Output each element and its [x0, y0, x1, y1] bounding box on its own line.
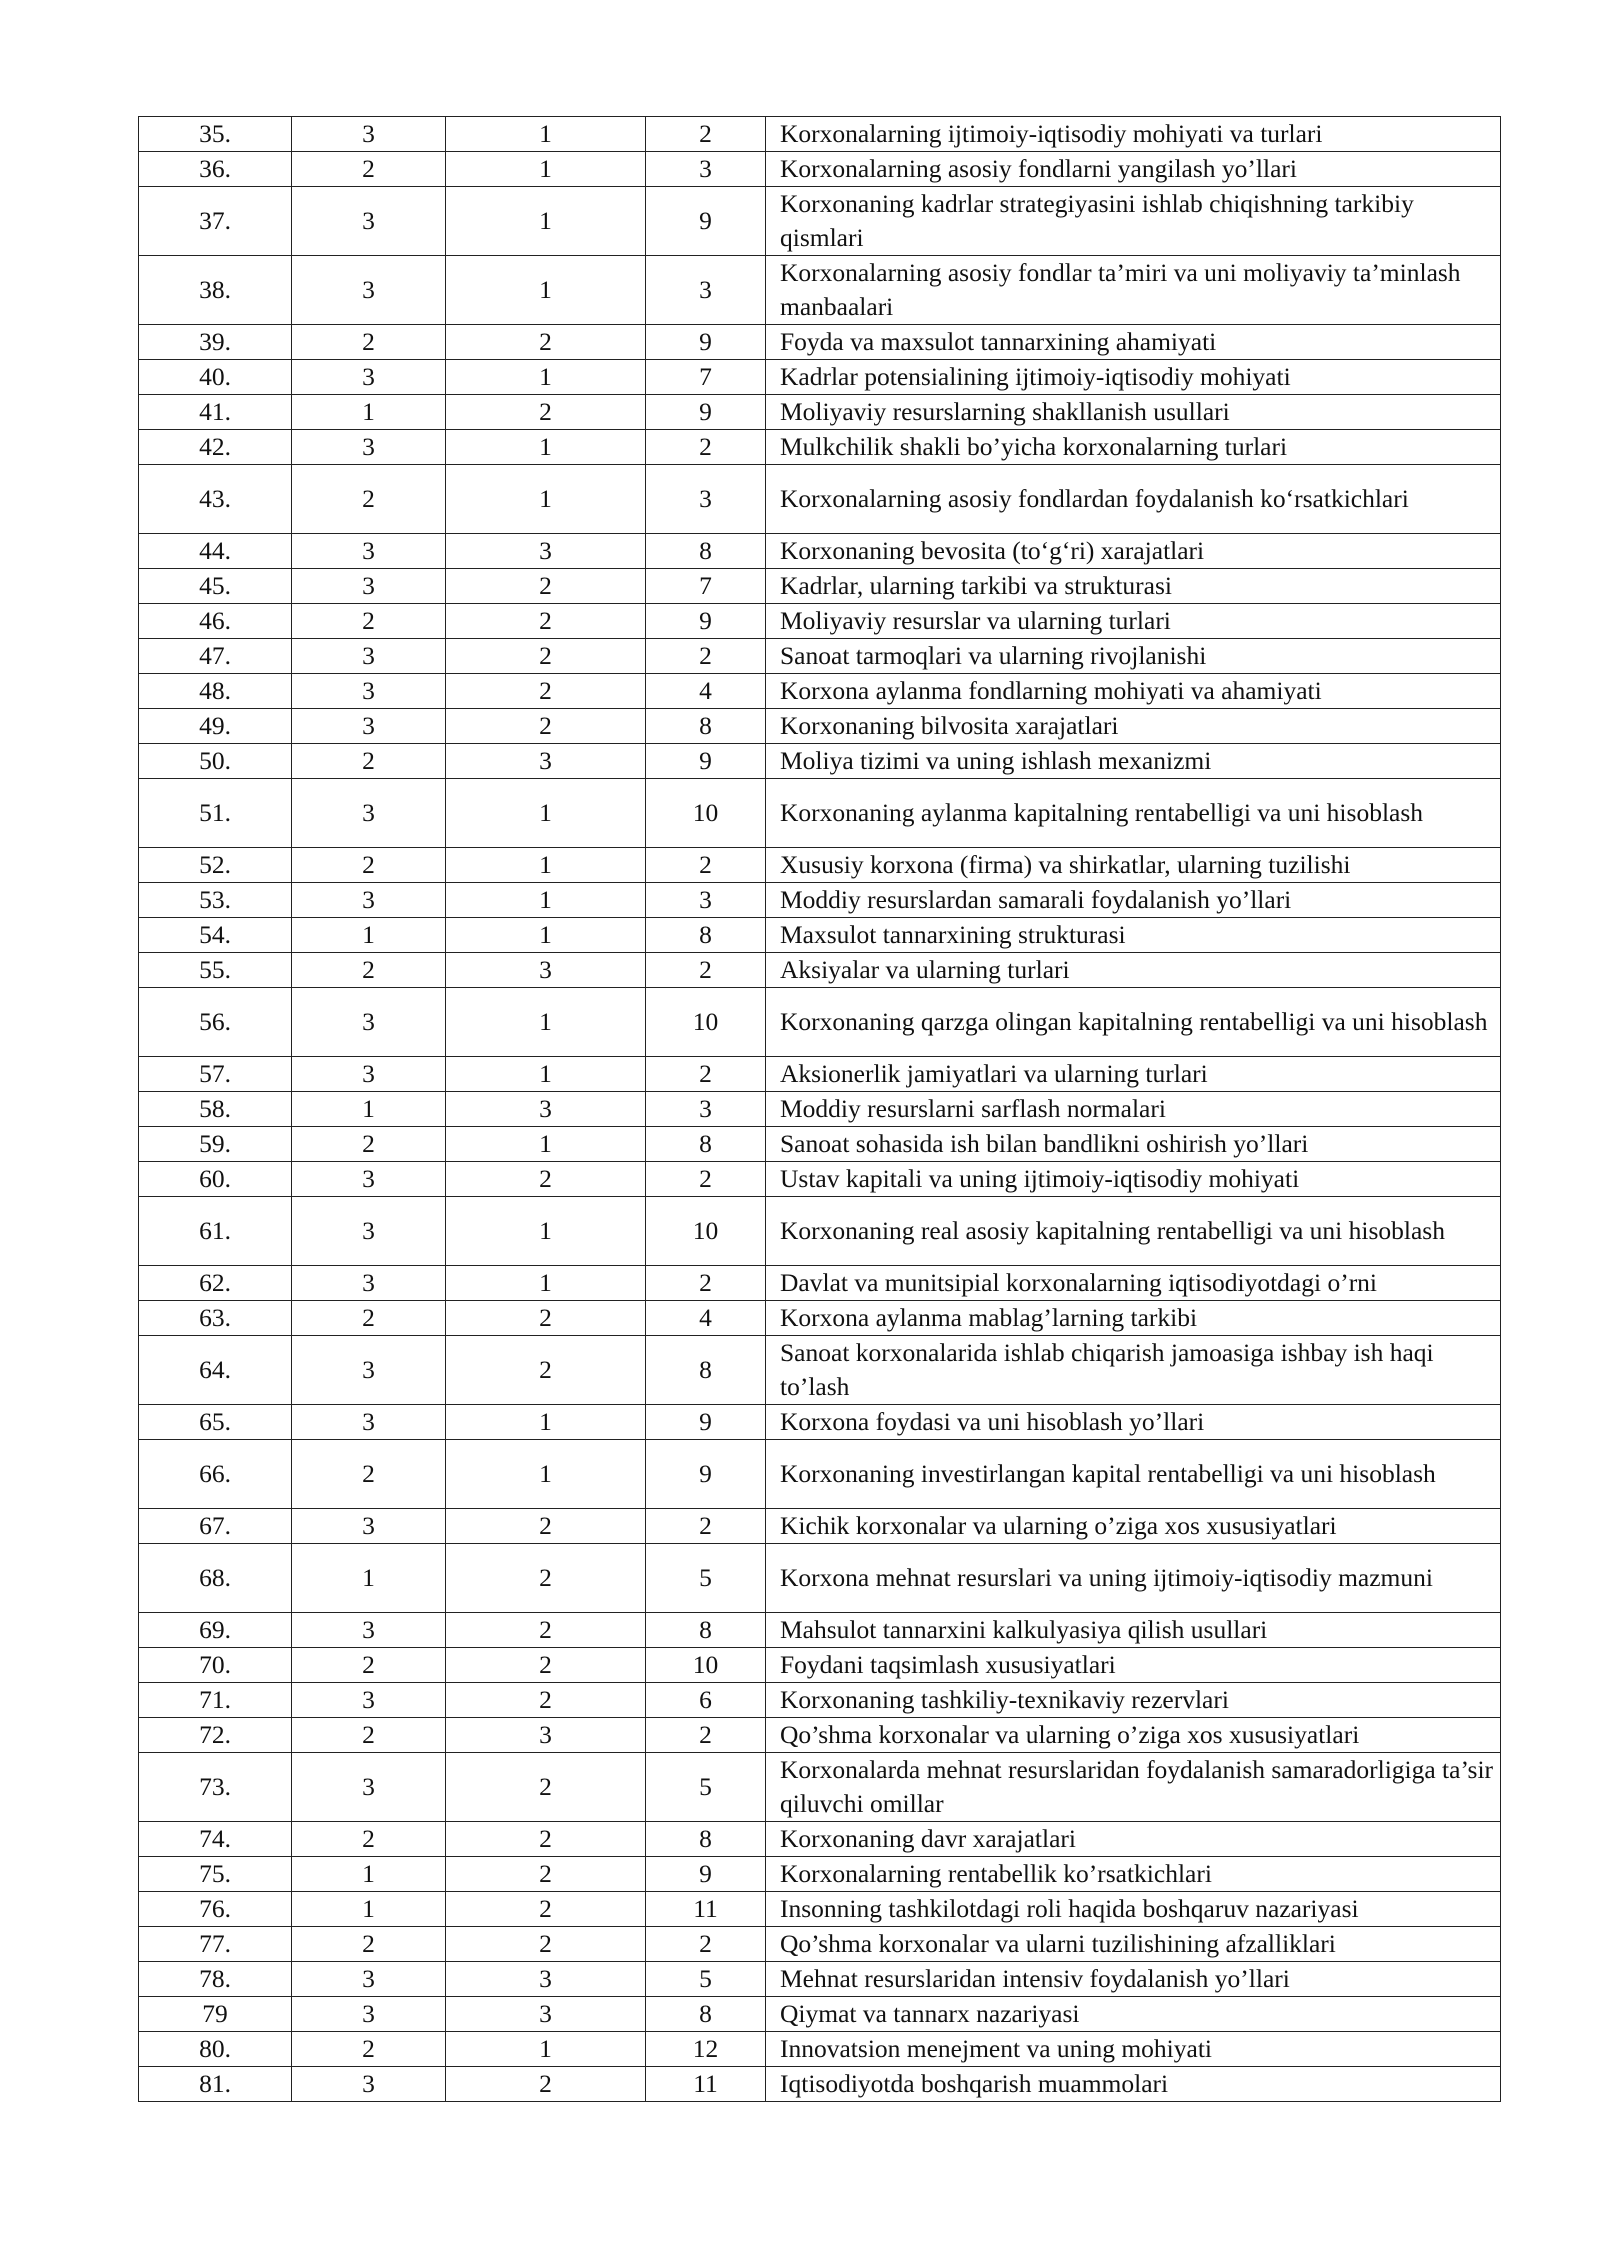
- value-cell-1: 2: [292, 1927, 446, 1962]
- value-cell-3: 9: [646, 325, 766, 360]
- table-row: [139, 2032, 1501, 2067]
- table-row: [139, 465, 1501, 534]
- topic-cell: Foyda va maxsulot tannarxining ahamiyati: [766, 325, 1501, 360]
- value-cell-2: 1: [446, 988, 646, 1057]
- row-number-cell: 62.: [139, 1266, 292, 1301]
- value-cell-2: 2: [446, 1892, 646, 1927]
- topic-cell: Qo’shma korxonalar va ularning o’ziga xos xususiyatlari: [766, 1718, 1501, 1753]
- table-row: [139, 1718, 1501, 1753]
- topic-cell: Foydani taqsimlash xususiyatlari: [766, 1648, 1501, 1683]
- topic-cell: Korxona foydasi va uni hisoblash yo’llari: [766, 1405, 1501, 1440]
- value-cell-2: 2: [446, 1927, 646, 1962]
- topic-cell: Korxonaning aylanma kapitalning rentabelligi va uni hisoblash: [766, 779, 1501, 848]
- table-row: [139, 1509, 1501, 1544]
- value-cell-3: 2: [646, 848, 766, 883]
- value-cell-1: 2: [292, 604, 446, 639]
- row-number-cell: 59.: [139, 1127, 292, 1162]
- value-cell-1: 3: [292, 1962, 446, 1997]
- value-cell-2: 2: [446, 604, 646, 639]
- value-cell-1: 1: [292, 1892, 446, 1927]
- value-cell-3: 9: [646, 187, 766, 256]
- table-row: [139, 1405, 1501, 1440]
- value-cell-1: 1: [292, 1857, 446, 1892]
- row-number-cell: 57.: [139, 1057, 292, 1092]
- topic-cell: Korxonalarning asosiy fondlar ta’miri va uni moliyaviy ta’minlash manbaalari: [766, 256, 1501, 325]
- value-cell-1: 3: [292, 1162, 446, 1197]
- value-cell-1: 3: [292, 1197, 446, 1266]
- value-cell-3: 2: [646, 953, 766, 988]
- table-row: [139, 534, 1501, 569]
- topic-cell: Korxonaning davr xarajatlari: [766, 1822, 1501, 1857]
- value-cell-2: 1: [446, 430, 646, 465]
- topic-cell: Moddiy resurslardan samarali foydalanish yo’llari: [766, 883, 1501, 918]
- table-row: [139, 2067, 1501, 2102]
- table-row: [139, 430, 1501, 465]
- value-cell-3: 8: [646, 1613, 766, 1648]
- value-cell-3: 2: [646, 639, 766, 674]
- value-cell-1: 3: [292, 1057, 446, 1092]
- value-cell-1: 2: [292, 1440, 446, 1509]
- table-row: [139, 779, 1501, 848]
- value-cell-1: 3: [292, 779, 446, 848]
- row-number-cell: 41.: [139, 395, 292, 430]
- row-number-cell: 81.: [139, 2067, 292, 2102]
- value-cell-3: 2: [646, 117, 766, 152]
- value-cell-1: 3: [292, 187, 446, 256]
- value-cell-1: 3: [292, 360, 446, 395]
- value-cell-3: 2: [646, 1718, 766, 1753]
- row-number-cell: 66.: [139, 1440, 292, 1509]
- table-row: [139, 1683, 1501, 1718]
- topic-cell: Innovatsion menejment va uning mohiyati: [766, 2032, 1501, 2067]
- topics-table: [138, 116, 1501, 2102]
- topic-cell: Korxonaning bevosita (to‘g‘ri) xarajatlari: [766, 534, 1501, 569]
- topic-cell: Sanoat sohasida ish bilan bandlikni oshirish yo’llari: [766, 1127, 1501, 1162]
- row-number-cell: 39.: [139, 325, 292, 360]
- row-number-cell: 75.: [139, 1857, 292, 1892]
- value-cell-3: 9: [646, 1857, 766, 1892]
- topic-cell: Mulkchilik shakli bo’yicha korxonalarning turlari: [766, 430, 1501, 465]
- value-cell-2: 1: [446, 256, 646, 325]
- value-cell-3: 9: [646, 744, 766, 779]
- topic-cell: Ustav kapitali va uning ijtimoiy-iqtisodiy mohiyati: [766, 1162, 1501, 1197]
- row-number-cell: 67.: [139, 1509, 292, 1544]
- table-row: [139, 1544, 1501, 1613]
- topic-cell: Mehnat resurslaridan intensiv foydalanish yo’llari: [766, 1962, 1501, 1997]
- value-cell-3: 8: [646, 918, 766, 953]
- table-row: [139, 569, 1501, 604]
- row-number-cell: 70.: [139, 1648, 292, 1683]
- topic-cell: Insonning tashkilotdagi roli haqida boshqaruv nazariyasi: [766, 1892, 1501, 1927]
- value-cell-2: 1: [446, 918, 646, 953]
- value-cell-1: 2: [292, 1127, 446, 1162]
- table-row: [139, 325, 1501, 360]
- value-cell-1: 3: [292, 1336, 446, 1405]
- value-cell-3: 3: [646, 152, 766, 187]
- value-cell-1: 1: [292, 1092, 446, 1127]
- value-cell-3: 12: [646, 2032, 766, 2067]
- value-cell-3: 8: [646, 1127, 766, 1162]
- value-cell-1: 2: [292, 953, 446, 988]
- table-row: [139, 1162, 1501, 1197]
- value-cell-2: 3: [446, 744, 646, 779]
- row-number-cell: 51.: [139, 779, 292, 848]
- value-cell-1: 3: [292, 1753, 446, 1822]
- row-number-cell: 63.: [139, 1301, 292, 1336]
- row-number-cell: 42.: [139, 430, 292, 465]
- value-cell-2: 1: [446, 1057, 646, 1092]
- value-cell-1: 3: [292, 256, 446, 325]
- value-cell-2: 3: [446, 1718, 646, 1753]
- value-cell-1: 3: [292, 117, 446, 152]
- row-number-cell: 40.: [139, 360, 292, 395]
- row-number-cell: 47.: [139, 639, 292, 674]
- topic-cell: Davlat va munitsipial korxonalarning iqtisodiyotdagi o’rni: [766, 1266, 1501, 1301]
- value-cell-3: 5: [646, 1544, 766, 1613]
- row-number-cell: 38.: [139, 256, 292, 325]
- row-number-cell: 76.: [139, 1892, 292, 1927]
- value-cell-2: 2: [446, 674, 646, 709]
- topic-cell: Iqtisodiyotda boshqarish muammolari: [766, 2067, 1501, 2102]
- value-cell-1: 2: [292, 2032, 446, 2067]
- value-cell-2: 1: [446, 117, 646, 152]
- value-cell-2: 1: [446, 1405, 646, 1440]
- value-cell-1: 3: [292, 1509, 446, 1544]
- topic-cell: Korxonaning qarzga olingan kapitalning rentabelligi va uni hisoblash: [766, 988, 1501, 1057]
- row-number-cell: 72.: [139, 1718, 292, 1753]
- value-cell-1: 3: [292, 639, 446, 674]
- topic-cell: Aksionerlik jamiyatlari va ularning turlari: [766, 1057, 1501, 1092]
- row-number-cell: 36.: [139, 152, 292, 187]
- topic-cell: Qo’shma korxonalar va ularni tuzilishining afzalliklari: [766, 1927, 1501, 1962]
- table-row: [139, 848, 1501, 883]
- row-number-cell: 68.: [139, 1544, 292, 1613]
- row-number-cell: 55.: [139, 953, 292, 988]
- value-cell-1: 2: [292, 465, 446, 534]
- topic-cell: Kadrlar potensialining ijtimoiy-iqtisodiy mohiyati: [766, 360, 1501, 395]
- value-cell-2: 1: [446, 2032, 646, 2067]
- value-cell-2: 1: [446, 779, 646, 848]
- value-cell-1: 3: [292, 1405, 446, 1440]
- row-number-cell: 61.: [139, 1197, 292, 1266]
- row-number-cell: 43.: [139, 465, 292, 534]
- table-row: [139, 1927, 1501, 1962]
- value-cell-1: 3: [292, 430, 446, 465]
- value-cell-2: 2: [446, 395, 646, 430]
- topic-cell: Moddiy resurslarni sarflash normalari: [766, 1092, 1501, 1127]
- value-cell-2: 2: [446, 1544, 646, 1613]
- value-cell-3: 3: [646, 465, 766, 534]
- topic-cell: Korxona mehnat resurslari va uning ijtimoiy-iqtisodiy mazmuni: [766, 1544, 1501, 1613]
- table-row: [139, 395, 1501, 430]
- row-number-cell: 79: [139, 1997, 292, 2032]
- value-cell-2: 1: [446, 1127, 646, 1162]
- value-cell-3: 5: [646, 1962, 766, 1997]
- row-number-cell: 56.: [139, 988, 292, 1057]
- value-cell-2: 3: [446, 1092, 646, 1127]
- table-row: [139, 1057, 1501, 1092]
- value-cell-3: 9: [646, 1405, 766, 1440]
- value-cell-1: 2: [292, 1648, 446, 1683]
- value-cell-1: 3: [292, 2067, 446, 2102]
- topic-cell: Aksiyalar va ularning turlari: [766, 953, 1501, 988]
- row-number-cell: 65.: [139, 1405, 292, 1440]
- value-cell-2: 1: [446, 883, 646, 918]
- value-cell-3: 3: [646, 883, 766, 918]
- value-cell-1: 2: [292, 744, 446, 779]
- value-cell-3: 2: [646, 430, 766, 465]
- value-cell-1: 3: [292, 988, 446, 1057]
- value-cell-3: 8: [646, 709, 766, 744]
- value-cell-3: 10: [646, 988, 766, 1057]
- topic-cell: Kadrlar, ularning tarkibi va strukturasi: [766, 569, 1501, 604]
- value-cell-2: 1: [446, 848, 646, 883]
- value-cell-2: 2: [446, 639, 646, 674]
- value-cell-3: 2: [646, 1057, 766, 1092]
- table-row: [139, 1997, 1501, 2032]
- row-number-cell: 53.: [139, 883, 292, 918]
- topic-cell: Moliyaviy resurslarning shakllanish usullari: [766, 395, 1501, 430]
- row-number-cell: 35.: [139, 117, 292, 152]
- row-number-cell: 50.: [139, 744, 292, 779]
- value-cell-1: 2: [292, 1718, 446, 1753]
- row-number-cell: 73.: [139, 1753, 292, 1822]
- value-cell-2: 2: [446, 1613, 646, 1648]
- value-cell-1: 3: [292, 674, 446, 709]
- row-number-cell: 60.: [139, 1162, 292, 1197]
- table-row: [139, 360, 1501, 395]
- topic-cell: Korxonaning investirlangan kapital rentabelligi va uni hisoblash: [766, 1440, 1501, 1509]
- value-cell-3: 11: [646, 2067, 766, 2102]
- value-cell-2: 1: [446, 360, 646, 395]
- topics-table-body: [139, 117, 1501, 2102]
- table-row: [139, 744, 1501, 779]
- value-cell-3: 5: [646, 1753, 766, 1822]
- topic-cell: Korxonaning kadrlar strategiyasini ishlab chiqishning tarkibiy qismlari: [766, 187, 1501, 256]
- row-number-cell: 52.: [139, 848, 292, 883]
- table-row: [139, 1892, 1501, 1927]
- topic-cell: Moliyaviy resurslar va ularning turlari: [766, 604, 1501, 639]
- value-cell-2: 3: [446, 1962, 646, 1997]
- value-cell-3: 2: [646, 1509, 766, 1544]
- value-cell-1: 3: [292, 1997, 446, 2032]
- table-row: [139, 256, 1501, 325]
- value-cell-3: 3: [646, 256, 766, 325]
- value-cell-3: 7: [646, 360, 766, 395]
- value-cell-3: 9: [646, 1440, 766, 1509]
- topic-cell: Xususiy korxona (firma) va shirkatlar, ularning tuzilishi: [766, 848, 1501, 883]
- table-row: [139, 1266, 1501, 1301]
- value-cell-2: 2: [446, 1857, 646, 1892]
- value-cell-1: 3: [292, 569, 446, 604]
- topic-cell: Korxona aylanma mablag’larning tarkibi: [766, 1301, 1501, 1336]
- table-row: [139, 117, 1501, 152]
- topic-cell: Mahsulot tannarxini kalkulyasiya qilish usullari: [766, 1613, 1501, 1648]
- value-cell-2: 3: [446, 953, 646, 988]
- topic-cell: Korxonaning tashkiliy-texnikaviy rezervlari: [766, 1683, 1501, 1718]
- table-row: [139, 1753, 1501, 1822]
- row-number-cell: 58.: [139, 1092, 292, 1127]
- value-cell-3: 2: [646, 1927, 766, 1962]
- value-cell-3: 10: [646, 1648, 766, 1683]
- table-row: [139, 918, 1501, 953]
- value-cell-2: 1: [446, 1440, 646, 1509]
- row-number-cell: 37.: [139, 187, 292, 256]
- topic-cell: Kichik korxonalar va ularning o’ziga xos xususiyatlari: [766, 1509, 1501, 1544]
- value-cell-1: 3: [292, 534, 446, 569]
- value-cell-3: 9: [646, 395, 766, 430]
- value-cell-3: 4: [646, 674, 766, 709]
- topic-cell: Moliya tizimi va uning ishlash mexanizmi: [766, 744, 1501, 779]
- value-cell-1: 1: [292, 918, 446, 953]
- value-cell-3: 10: [646, 1197, 766, 1266]
- value-cell-3: 4: [646, 1301, 766, 1336]
- value-cell-2: 2: [446, 709, 646, 744]
- value-cell-2: 2: [446, 1753, 646, 1822]
- value-cell-1: 2: [292, 152, 446, 187]
- row-number-cell: 80.: [139, 2032, 292, 2067]
- value-cell-1: 2: [292, 1301, 446, 1336]
- value-cell-2: 1: [446, 187, 646, 256]
- table-row: [139, 1301, 1501, 1336]
- value-cell-2: 2: [446, 1301, 646, 1336]
- value-cell-2: 2: [446, 1509, 646, 1544]
- table-row: [139, 1440, 1501, 1509]
- value-cell-2: 2: [446, 325, 646, 360]
- value-cell-2: 3: [446, 1997, 646, 2032]
- row-number-cell: 69.: [139, 1613, 292, 1648]
- value-cell-3: 6: [646, 1683, 766, 1718]
- value-cell-3: 2: [646, 1162, 766, 1197]
- value-cell-1: 3: [292, 1683, 446, 1718]
- topic-cell: Korxonaning bilvosita xarajatlari: [766, 709, 1501, 744]
- value-cell-2: 1: [446, 465, 646, 534]
- table-row: [139, 1092, 1501, 1127]
- value-cell-2: 2: [446, 569, 646, 604]
- row-number-cell: 48.: [139, 674, 292, 709]
- value-cell-2: 2: [446, 1822, 646, 1857]
- row-number-cell: 44.: [139, 534, 292, 569]
- table-row: [139, 639, 1501, 674]
- value-cell-3: 11: [646, 1892, 766, 1927]
- table-row: [139, 604, 1501, 639]
- table-row: [139, 152, 1501, 187]
- value-cell-3: 7: [646, 569, 766, 604]
- table-row: [139, 1857, 1501, 1892]
- topic-cell: Sanoat tarmoqlari va ularning rivojlanishi: [766, 639, 1501, 674]
- topic-cell: Korxonalarning asosiy fondlarni yangilash yo’llari: [766, 152, 1501, 187]
- value-cell-2: 2: [446, 1336, 646, 1405]
- topic-cell: Qiymat va tannarx nazariyasi: [766, 1997, 1501, 2032]
- topic-cell: Korxona aylanma fondlarning mohiyati va ahamiyati: [766, 674, 1501, 709]
- value-cell-2: 1: [446, 152, 646, 187]
- row-number-cell: 49.: [139, 709, 292, 744]
- value-cell-1: 3: [292, 1266, 446, 1301]
- value-cell-2: 1: [446, 1197, 646, 1266]
- table-row: [139, 953, 1501, 988]
- row-number-cell: 74.: [139, 1822, 292, 1857]
- table-row: [139, 1962, 1501, 1997]
- value-cell-1: 3: [292, 883, 446, 918]
- table-row: [139, 883, 1501, 918]
- value-cell-1: 2: [292, 1822, 446, 1857]
- value-cell-2: 2: [446, 2067, 646, 2102]
- value-cell-3: 10: [646, 779, 766, 848]
- row-number-cell: 77.: [139, 1927, 292, 1962]
- value-cell-2: 3: [446, 534, 646, 569]
- value-cell-3: 3: [646, 1092, 766, 1127]
- table-row: [139, 1197, 1501, 1266]
- table-row: [139, 1613, 1501, 1648]
- table-row: [139, 1336, 1501, 1405]
- value-cell-2: 2: [446, 1648, 646, 1683]
- row-number-cell: 71.: [139, 1683, 292, 1718]
- value-cell-2: 2: [446, 1683, 646, 1718]
- value-cell-1: 2: [292, 848, 446, 883]
- table-row: [139, 1127, 1501, 1162]
- row-number-cell: 54.: [139, 918, 292, 953]
- row-number-cell: 46.: [139, 604, 292, 639]
- row-number-cell: 64.: [139, 1336, 292, 1405]
- value-cell-1: 1: [292, 395, 446, 430]
- value-cell-3: 8: [646, 1822, 766, 1857]
- value-cell-2: 1: [446, 1266, 646, 1301]
- value-cell-3: 2: [646, 1266, 766, 1301]
- value-cell-3: 9: [646, 604, 766, 639]
- table-row: [139, 709, 1501, 744]
- value-cell-3: 8: [646, 534, 766, 569]
- value-cell-1: 3: [292, 1613, 446, 1648]
- value-cell-2: 2: [446, 1162, 646, 1197]
- value-cell-3: 8: [646, 1997, 766, 2032]
- topic-cell: Maxsulot tannarxining strukturasi: [766, 918, 1501, 953]
- value-cell-1: 1: [292, 1544, 446, 1613]
- topic-cell: Korxonalarning rentabellik ko’rsatkichlari: [766, 1857, 1501, 1892]
- row-number-cell: 78.: [139, 1962, 292, 1997]
- table-row: [139, 187, 1501, 256]
- topic-cell: Korxonalarning asosiy fondlardan foydalanish ko‘rsatkichlari: [766, 465, 1501, 534]
- table-row: [139, 988, 1501, 1057]
- table-row: [139, 674, 1501, 709]
- table-row: [139, 1648, 1501, 1683]
- topic-cell: Sanoat korxonalarida ishlab chiqarish jamoasiga ishbay ish haqi to’lash: [766, 1336, 1501, 1405]
- value-cell-3: 8: [646, 1336, 766, 1405]
- value-cell-1: 2: [292, 325, 446, 360]
- table-row: [139, 1822, 1501, 1857]
- topic-cell: Korxonaning real asosiy kapitalning rentabelligi va uni hisoblash: [766, 1197, 1501, 1266]
- topic-cell: Korxonalarda mehnat resurslaridan foydalanish samaradorligiga ta’sir qiluvchi omillar: [766, 1753, 1501, 1822]
- value-cell-1: 3: [292, 709, 446, 744]
- topic-cell: Korxonalarning ijtimoiy-iqtisodiy mohiyati va turlari: [766, 117, 1501, 152]
- row-number-cell: 45.: [139, 569, 292, 604]
